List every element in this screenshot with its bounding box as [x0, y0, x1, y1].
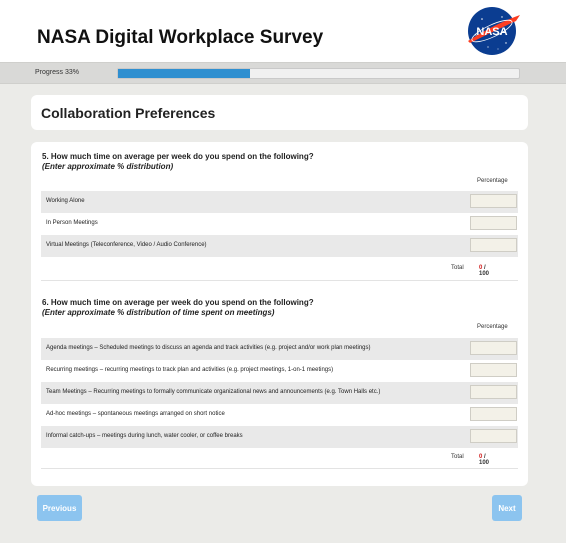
- q6-title-block: [42, 298, 314, 318]
- q5-row-label: Working Alone: [46, 198, 85, 204]
- q6-percentage-header: Percentage: [477, 324, 508, 330]
- q5-subtitle: (Enter approximate % distribution): [42, 162, 174, 171]
- q6-percentage-input-informal[interactable]: [470, 429, 517, 443]
- divider: [41, 280, 518, 281]
- q5-title-block: [42, 152, 314, 172]
- q5-row: [41, 235, 518, 257]
- q6-row-label: Agenda meetings – Scheduled meetings to discuss an agenda and track activities (e.g. project and/or work plan meetings): [46, 345, 371, 351]
- q6-total-value: 0: [479, 454, 483, 460]
- q6-row: [41, 426, 518, 448]
- section-heading-card: [31, 95, 528, 130]
- progress-fill: [118, 69, 250, 78]
- q6-total-value-block: [479, 454, 489, 466]
- page-header: [0, 0, 566, 62]
- q6-row: [41, 338, 518, 360]
- q6-row-label: Informal catch-ups – meetings during lunch, water cooler, or coffee breaks: [46, 433, 243, 439]
- q5-total-max: / 100: [479, 265, 490, 277]
- q6-total: [451, 454, 490, 466]
- next-button[interactable]: Next: [492, 495, 522, 521]
- q6-title: 6. How much time on average per week do you spend on the following?: [42, 298, 314, 307]
- q6-total-label: Total: [451, 454, 464, 460]
- progress-track: [117, 68, 520, 79]
- q6-row-label: Team Meetings – Recurring meetings to formally communicate organizational news and announcements (e.g. Town Halls etc.): [46, 389, 381, 395]
- previous-button[interactable]: Previous: [37, 495, 82, 521]
- q5-percentage-input-working-alone[interactable]: [470, 194, 517, 208]
- divider: [41, 468, 518, 469]
- page-title: NASA Digital Workplace Survey: [37, 27, 324, 48]
- q6-percentage-input-agenda[interactable]: [470, 341, 517, 355]
- q5-total-label: Total: [451, 265, 464, 271]
- q5-total-value: 0: [479, 265, 483, 271]
- q5-percentage-input-virtual[interactable]: [470, 238, 517, 252]
- q5-row: [41, 191, 518, 213]
- section-title: Collaboration Preferences: [41, 105, 216, 121]
- q6-subtitle: (Enter approximate % distribution of time spent on meetings): [42, 308, 275, 317]
- q5-title: 5. How much time on average per week do you spend on the following?: [42, 152, 314, 161]
- q6-row: [41, 360, 518, 382]
- progress-section: [0, 62, 566, 84]
- nasa-logo-text: NASA: [476, 26, 508, 38]
- q6-row-label: Ad-hoc meetings – spontaneous meetings arranged on short notice: [46, 411, 225, 417]
- q6-row: [41, 404, 518, 426]
- q5-percentage-header: Percentage: [477, 178, 508, 184]
- progress-label: Progress 33%: [35, 69, 79, 76]
- q6-percentage-input-team[interactable]: [470, 385, 517, 399]
- q6-row-label: Recurring meetings – recurring meetings to track plan and activities (e.g. project meetings, 1-on-1 meetings): [46, 367, 334, 373]
- q5-row-label: In Person Meetings: [46, 220, 98, 226]
- q6-percentage-input-adhoc[interactable]: [470, 407, 517, 421]
- q5-row-label: Virtual Meetings (Teleconference, Video / Audio Conference): [46, 242, 207, 248]
- q5-total-value-block: [479, 265, 489, 277]
- q5-row: [41, 213, 518, 235]
- nasa-logo-icon: [462, 5, 522, 57]
- q6-percentage-input-recurring[interactable]: [470, 363, 517, 377]
- questions-card: [31, 142, 528, 486]
- q5-total: [451, 265, 490, 277]
- q6-row: [41, 382, 518, 404]
- q5-percentage-input-in-person[interactable]: [470, 216, 517, 230]
- q6-total-max: / 100: [479, 454, 490, 466]
